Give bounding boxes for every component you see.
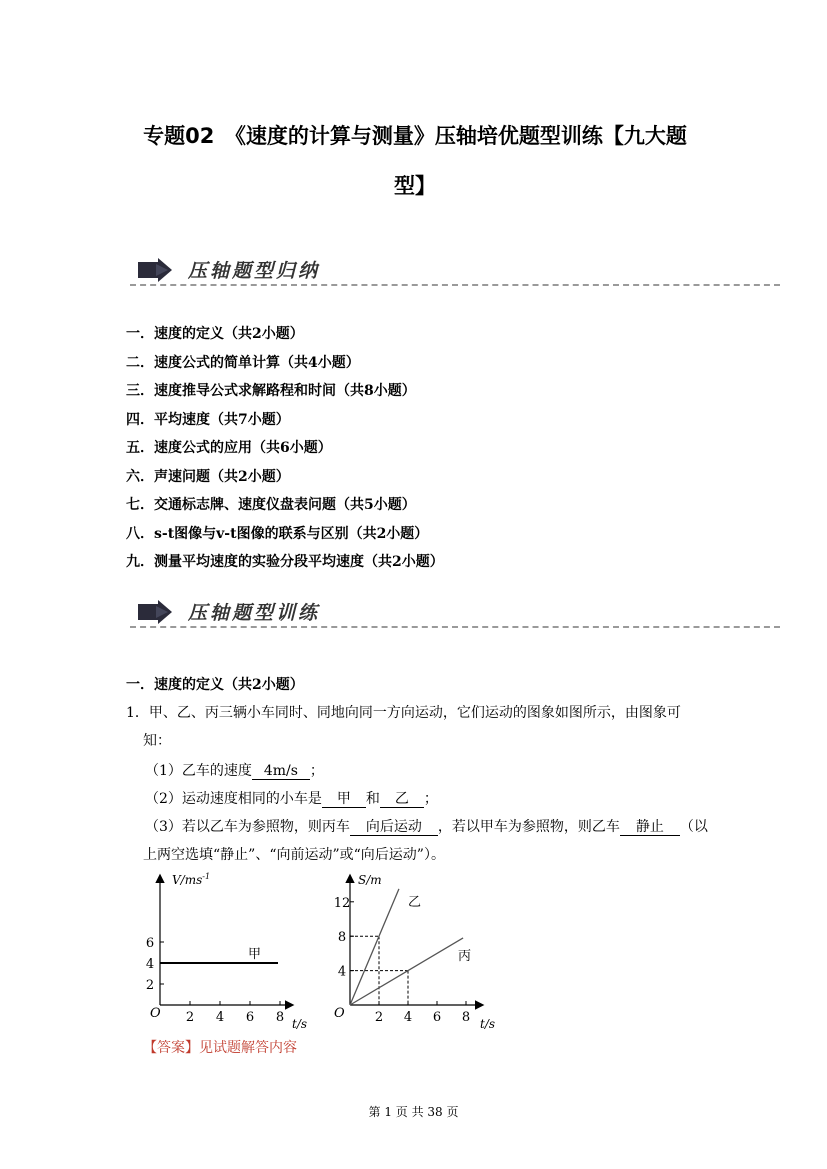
topic-item: 四．平均速度（共7小题） [126,411,290,428]
question-stem-cont: 知： [143,733,171,749]
answer-text: 见试题解答内容 [199,1040,297,1056]
banner-divider [130,284,780,286]
series-line-bing [350,938,463,1005]
question-part-2 [145,788,438,808]
answer-blank: 4m/s [252,763,310,780]
y-axis-label: S/m [358,873,382,887]
answer-blank: 甲 [322,791,366,808]
y-tick-label: 4 [337,964,347,980]
topic-item: 二．速度公式的简单计算（共4小题） [126,354,360,371]
banner-title: 压轴题型训练 [188,602,321,624]
y-tick-label: 8 [337,930,347,946]
page-footer: 第 1 页 共 38 页 [368,1105,459,1119]
velocity-time-graph [140,870,320,1035]
banner-divider [130,626,780,628]
x-tick-label: 8 [461,1010,471,1025]
part-text: （3）若以乙车为参照物，则丙车 [145,819,350,835]
origin-label: O [150,1006,161,1021]
topic-item: 七．交通标志牌、速度仪盘表问题（共5小题） [126,497,416,513]
series-line-yi [350,889,399,1005]
section-banner-training [130,594,780,634]
part-text: （2）运动速度相同的小车是 [145,791,322,807]
topic-item: 八．s-t图像与v-t图像的联系与区别（共2小题） [126,525,429,542]
part-text: ； [423,791,438,807]
answer-line [143,1037,297,1057]
topic-item: 九．测量平均速度的实验分段平均速度（共2小题） [126,554,444,570]
y-axis-label-sup: -1 [202,872,211,881]
section-banner-summary [130,252,780,292]
topic-list [126,320,444,577]
series-label-jia: 甲 [248,947,262,962]
topic-item: 五．速度公式的应用（共6小题） [126,440,332,456]
answer-blank: 向后运动 [350,819,438,836]
part-text: （1）乙车的速度 [145,763,252,779]
answer-blank: 乙 [380,791,424,808]
question-part-3 [145,816,708,836]
x-tick-label: 6 [245,1010,255,1025]
topic-item: 三．速度推导公式求解路程和时间（共8小题） [126,383,416,399]
series-label-bing: 丙 [458,949,472,964]
distance-time-graph [330,870,520,1035]
topic-item: 一．速度的定义（共2小题） [126,326,304,342]
x-tick-label: 6 [432,1010,442,1025]
part-text: （以 [679,819,708,835]
series-label-yi: 乙 [408,895,422,910]
question-part-3-cont: 上两空选填“静止”、“向前运动”或“向后运动”）。 [143,847,445,863]
arrow-icon [138,600,184,624]
x-tick-label: 8 [275,1010,285,1025]
y-tick-label: 12 [333,895,351,911]
arrow-icon [138,258,184,282]
page-title-line1: 专题02 《速度的计算与测量》压轴培优题型训练【九大题 [143,124,687,148]
y-tick-label: 2 [145,978,155,993]
topic-item: 六．声速问题（共2小题） [126,468,290,485]
page-title-line2: 型】 [394,174,436,198]
y-tick-label: 6 [145,936,155,951]
x-axis-label: t/s [480,1017,496,1031]
y-axis-label [172,872,210,887]
x-tick-label: 2 [374,1010,384,1025]
x-axis-label: t/s [292,1017,308,1031]
x-tick-label: 4 [215,1010,225,1025]
origin-label: O [334,1006,345,1021]
question-part-1 [145,760,324,780]
answer-tag: 【答案】 [143,1040,199,1056]
answer-blank: 静止 [620,819,680,836]
y-axis-label-main: V/ms [172,873,203,887]
part-text: 和 [365,791,380,807]
x-tick-label: 2 [185,1010,195,1025]
y-tick-label: 4 [145,957,155,972]
question-stem: 1．甲、乙、丙三辆小车同时、同地向同一方向运动，它们运动的图象如图所示，由图象可 [126,705,681,721]
banner-title: 压轴题型归纳 [188,260,321,282]
x-tick-label: 4 [403,1010,413,1025]
part-text: ，若以甲车为参照物，则乙车 [437,819,620,835]
part-text: ； [309,763,324,779]
section-heading: 一．速度的定义（共2小题） [126,677,304,693]
